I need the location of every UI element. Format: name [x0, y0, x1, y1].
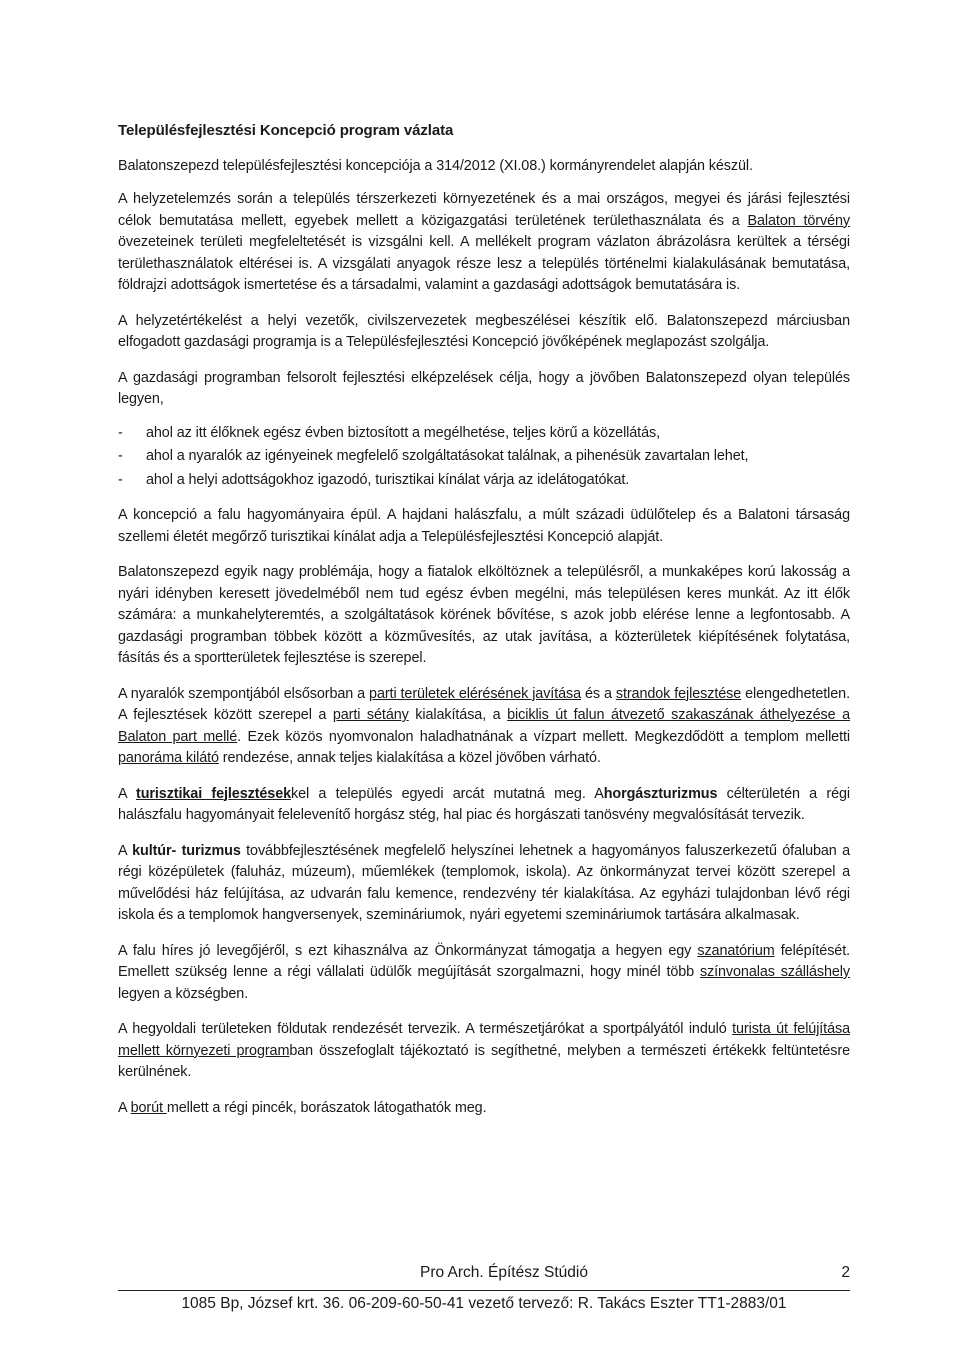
list-item [118, 470, 850, 492]
page-number: 2 [841, 1264, 850, 1281]
paragraph-economic-program: A gazdasági programban felsorolt fejlesztési elképzelések célja, hogy a jövőben Balatonszepezd olyan település legyen, [118, 369, 850, 407]
text: . Ezek közös nyomvonalon haladhatnának a vízpart mellett. Megkezdődött a templom melletti [237, 728, 850, 745]
text: A [118, 785, 137, 802]
underlined-term: turista út felújítása mellett környezeti program [118, 1021, 850, 1059]
paragraph-concept: A koncepció a falu hagyományaira épül. A hajdani halászfalu, a múlt századi üdülőtelep és a Balatoni társaság szellemi életét megőrző turisztikai kínálat adja a Településfejlesztési Koncepció alapját. [118, 507, 850, 545]
list-item-text: ahol az itt élőknek egész évben biztosított a megélhetése, teljes körű a közellátás, [146, 424, 660, 441]
document-body [118, 120, 850, 1133]
paragraph-situation-analysis [118, 189, 850, 297]
list-item-text: ahol a helyi adottságokhoz igazodó, turisztikai kínálat várja az idelátogatókat. [146, 471, 630, 488]
text: kel a település egyedi arcát mutatná meg. A [291, 785, 604, 802]
paragraph-holiday-makers [118, 684, 850, 770]
paragraph-problems: Balatonszepezd egyik nagy problémája, hogy a fiatalok elköltöznek a településről, a munkaképes korú lakosság a nyári idényben keresett jövedelméből nem tud egész évben megélni, más településen keres munkát. Az itt élők számára: a munkahelyteremtés, a szolgáltatások körének bővítése, s azok jobb elérése lenne a legfontosabb. A gazdasági programban többek között a közművesítés, az utak javítása, a közterületek kiépítésének folytatása, fásítás és a sportterületek fejlesztése is szerepel. [118, 564, 850, 666]
text: és a [581, 685, 616, 702]
bold-underlined-term: turisztikai fejlesztések [136, 785, 291, 802]
paragraph-hiking [118, 1019, 850, 1084]
page-footer [118, 1264, 850, 1313]
text: A nyaralók szempontjából elsősorban a [118, 685, 370, 702]
document-title: Településfejlesztési Koncepció program vázlata [118, 122, 454, 139]
footer-address: 1085 Bp, József krt. 36. 06-209-60-50-41 vezető tervező: R. Takács Eszter TT1-2883/01 [181, 1295, 787, 1312]
underlined-term: parti területek elérésének javítása [369, 685, 581, 702]
text: A [118, 1099, 131, 1116]
dash-bullet: - [118, 424, 123, 441]
intro-paragraph: Balatonszepezd településfejlesztési koncepciója a 314/2012 (XI.08.) kormányrendelet alapján készül. [118, 157, 753, 174]
text: továbbfejlesztésének megfelelő helyszínei lehetnek a hagyományos faluszerkezetű ófaluban a régi középületek (faluház, múzeum), műemlékek (templomok, iskola). Az önkormányzat tervei között szerepel a művelődési ház felújítása, az udvarán falu kemence, rendezvény tér kialakítása. Az egyházi tulajdonban lévő régi iskola és a templomok hangversenyek, szemináriumok, nyári egyetemi szemináriumok tartására alkalmasak. [118, 842, 850, 923]
text: A helyzetelemzés során a település térszerkezeti környezetének és a mai országos, megyei és járási fejlesztési célok bemutatása mellett, egyebek mellett a közigazgatási területének területhasználata és a [118, 191, 850, 229]
text: A hegyoldali területeken földutak rendezését tervezik. A természetjárókat a sportpályától induló [118, 1021, 733, 1037]
underlined-term: panoráma kilátó [118, 750, 219, 766]
text: legyen a községben. [118, 985, 249, 1002]
text: A [118, 842, 133, 859]
underlined-term: biciklis út falun átvezető szakaszának áthelyezése a Balaton part mellé [118, 707, 850, 745]
dash-bullet: - [118, 471, 123, 488]
text: ban összefoglalt tájékoztató is segíthetné, melyben a természeti értékekk feltüntetésre kerülnének. [118, 1042, 850, 1080]
footer-top-line [118, 1264, 850, 1286]
paragraph-culture-tourism [118, 841, 850, 927]
underlined-term: szanatórium [697, 942, 775, 959]
text: mellett a régi pincék, borászatok látogathatók meg. [166, 1099, 487, 1116]
dash-bullet: - [118, 448, 123, 464]
text: célterületén a régi halászfalu hagyományait felelevenítő horgász stég, hal piac és horgászati tanösvény megvalósítását tervezik. [118, 785, 850, 823]
text: kialakítása, a [408, 707, 508, 723]
bold-term: horgászturizmus [603, 785, 718, 802]
text: elengedhetetlen. A fejlesztések között szerepel a [118, 685, 850, 723]
text: felépítését. Emellett szükség lenne a régi vállalati üdülők megújítását szorgalmazni, hogy minél több [118, 942, 850, 980]
paragraph-wine-route [118, 1098, 850, 1120]
list-item [118, 423, 850, 445]
footer-divider [118, 1290, 850, 1291]
goals-list [118, 423, 850, 492]
paragraph-tourism [118, 784, 850, 827]
text: A falu híres jó levegőjéről, s ezt kihasználva az Önkormányzat támogatja a hegyen egy [118, 942, 698, 959]
list-item [118, 446, 850, 468]
paragraph-evaluation: A helyzetértékelést a helyi vezetők, civilszervezetek megbeszélései készítik elő. Balatonszepezd márciusban elfogadott gazdasági programja is a Településfejlesztési Koncepció jövőképének meglapozást szolgálja. [118, 312, 850, 350]
studio-name: Pro Arch. Építész Stúdió [419, 1264, 588, 1281]
underlined-term: színvonalas szálláshely [699, 964, 850, 980]
list-item-text: ahol a nyaralók az igényeinek megfelelő szolgáltatásokat találnak, a pihenésük zavartalan lehet, [146, 448, 749, 464]
paragraph-sanatorium [118, 941, 850, 1006]
underlined-term: borút [130, 1099, 167, 1116]
underlined-term: strandok fejlesztése [615, 685, 742, 702]
underlined-term: parti sétány [332, 707, 409, 723]
bold-term: kultúr- turizmus [132, 842, 241, 859]
text: rendezése, annak teljes kialakítása a közel jövőben várható. [218, 750, 601, 766]
balaton-law-link: Balaton törvény [747, 212, 850, 229]
text: övezeteinek területi megfeleltetését is vizsgálni kell. A mellékelt program vázlaton ábrázolásra kerültek a térségi területhasználatok eltérései is. A vizsgálati anyagok része lesz a település történelmi kialakulásának bemutatása, földrajzi adottságok ismertetése és a társadalmi, valamint a gazdasági adottságok bemutatására is. [118, 234, 850, 293]
